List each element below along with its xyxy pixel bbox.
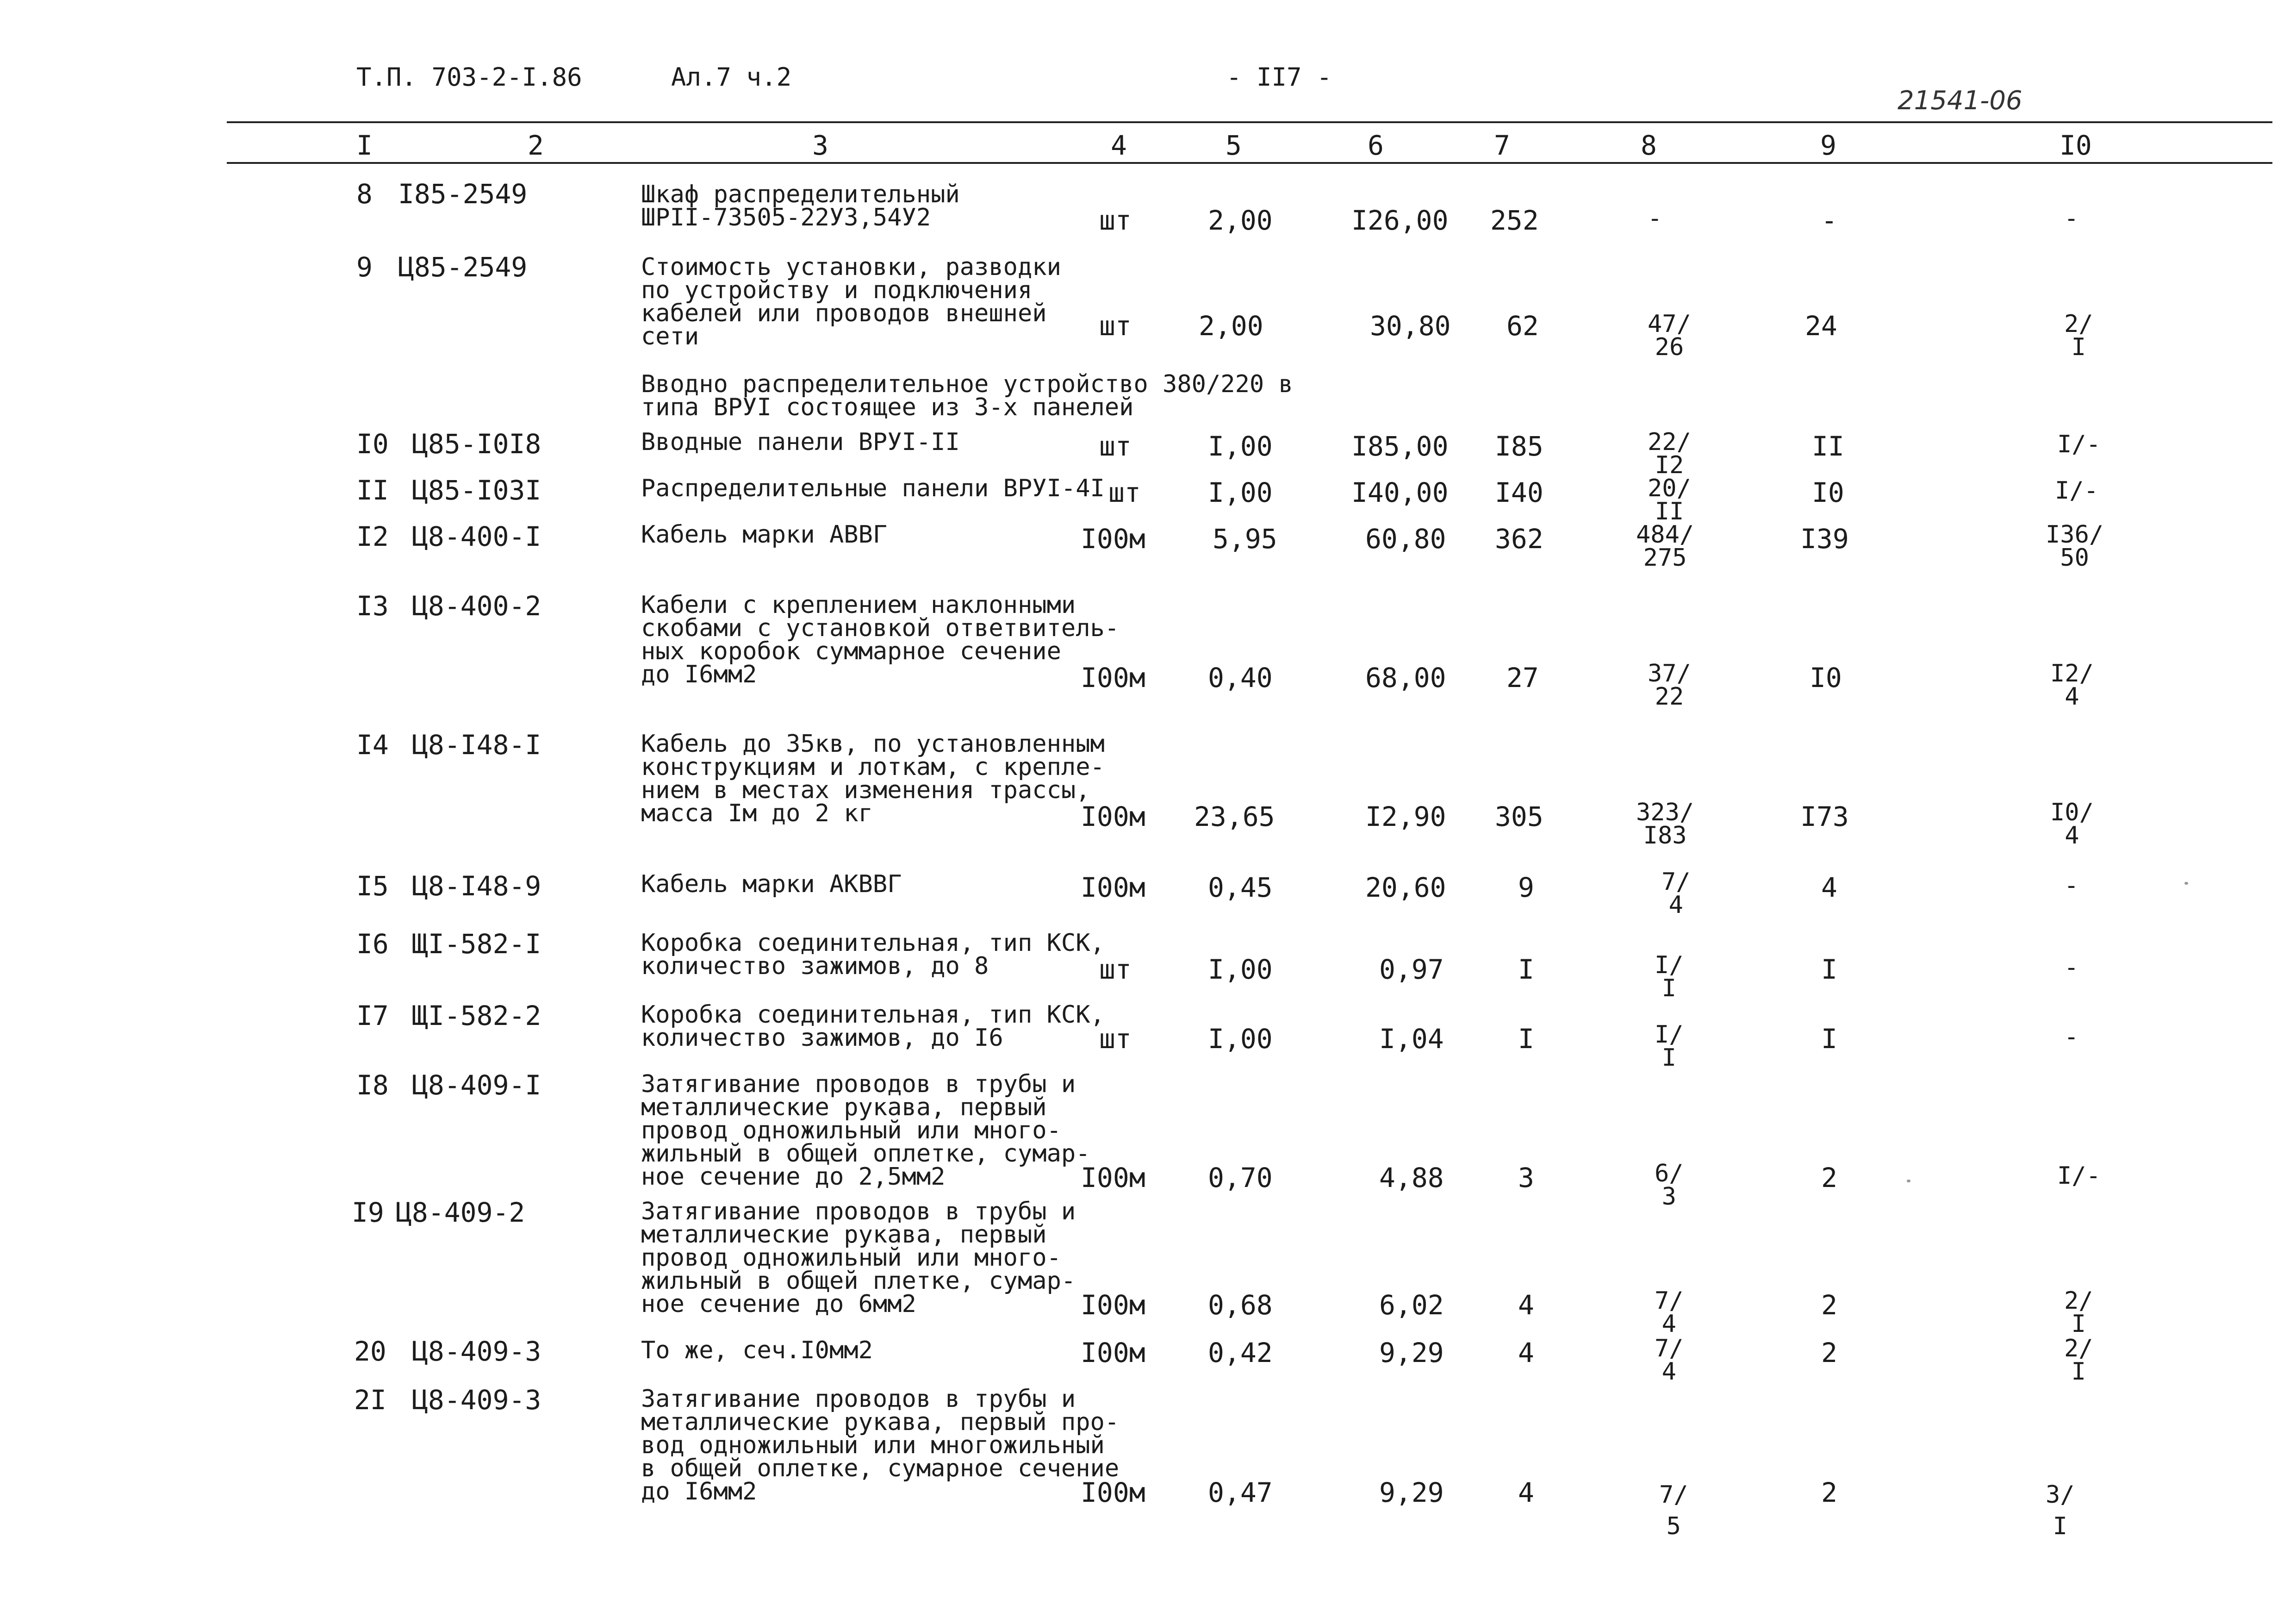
- unit: I00м: [1081, 662, 1145, 693]
- col10-value: I36/ 50: [2046, 521, 2104, 572]
- col8-value: 7/ 4: [1655, 1287, 1684, 1338]
- quantity: 2,00: [1199, 310, 1263, 342]
- column-header-9: 9: [1820, 130, 1836, 161]
- price-code: I85-2549: [398, 178, 528, 210]
- row-number: I8: [356, 1069, 389, 1101]
- total-cost: 4: [1518, 1477, 1534, 1508]
- price-code: Ц8-I48-I: [412, 729, 541, 761]
- col9-value: I: [1821, 1023, 1837, 1055]
- unit-price: 68,00: [1365, 662, 1446, 693]
- quantity: 0,68: [1208, 1289, 1273, 1321]
- price-code: Ц85-I03I: [412, 475, 541, 506]
- total-cost: 4: [1518, 1289, 1534, 1321]
- total-cost: 252: [1490, 205, 1539, 236]
- item-description: Коробка соединительная, тип КСК, количество зажимов, до 8: [641, 929, 1105, 980]
- item-description: Кабели с креплением наклонными скобами с установкой ответвитель- ных коробок суммарное сечение до I6мм2: [641, 591, 1120, 688]
- price-code: Ц85-2549: [398, 251, 528, 283]
- archive-stamp: 21541-06: [1898, 86, 2022, 116]
- col9-value: I39: [1800, 523, 1849, 555]
- price-code: ЩI-582-2: [412, 1000, 541, 1031]
- col8-value: 6/ 3: [1655, 1160, 1684, 1211]
- quantity: 0,40: [1208, 662, 1273, 693]
- row-number: I6: [356, 928, 389, 960]
- item-description: Кабель марки АКВВГ: [641, 870, 902, 898]
- col10-value: -: [2064, 1023, 2079, 1051]
- row-number: I4: [356, 729, 389, 761]
- col8-value: 22/ I2: [1648, 428, 1691, 479]
- unit: I00м: [1081, 1162, 1145, 1193]
- item-description: То же, сеч.I0мм2: [641, 1337, 873, 1364]
- col10-value: I2/ 4: [2050, 660, 2094, 711]
- row-number: I5: [356, 870, 389, 902]
- price-code: Ц8-409-2: [396, 1197, 525, 1228]
- col9-value: I0: [1812, 477, 1844, 508]
- unit: I00м: [1081, 1289, 1145, 1321]
- row-number: 9: [356, 251, 373, 283]
- col9-value: 24: [1805, 310, 1837, 342]
- unit: шт: [1099, 205, 1132, 236]
- item-description: Затягивание проводов в трубы и металлические рукава, первый про- вод одножильный или многожильный в общей оплетке, сумарное сечение до I6мм2: [641, 1385, 1120, 1505]
- document-code: Т.П. 703-2-I.86: [356, 62, 582, 92]
- item-description: Коробка соединительная, тип КСК, количество зажимов, до I6: [641, 1001, 1105, 1052]
- row-number: II: [356, 475, 389, 506]
- col9-value: II: [1812, 431, 1844, 462]
- column-header-5: 5: [1226, 130, 1242, 161]
- col8-value: 323/ I83: [1636, 799, 1694, 849]
- column-header-1: I: [356, 130, 373, 161]
- column-header-rule: [227, 162, 2272, 164]
- row-number: 2I: [354, 1384, 386, 1416]
- col10-value: 2/ I: [2064, 310, 2093, 361]
- item-description: Кабель марки АВВГ: [641, 521, 888, 549]
- col10-value: I0/ 4: [2050, 799, 2094, 849]
- column-header-7: 7: [1494, 130, 1510, 161]
- col8-value: 7/ 4: [1661, 868, 1691, 919]
- quantity: I,00: [1208, 477, 1273, 508]
- row-number: I3: [356, 590, 389, 622]
- col10-value: I/-: [2055, 477, 2098, 505]
- unit: I00м: [1081, 1337, 1145, 1368]
- column-header-10: I0: [2060, 130, 2092, 161]
- total-cost: 3: [1518, 1162, 1534, 1193]
- col10-value: 2/ I: [2064, 1335, 2093, 1386]
- column-header-2: 2: [528, 130, 544, 161]
- total-cost: I: [1518, 1023, 1534, 1055]
- quantity: 23,65: [1194, 801, 1275, 832]
- total-cost: 9: [1518, 872, 1534, 903]
- col8-value: 7/ 5: [1659, 1481, 1688, 1540]
- unit-price: I26,00: [1351, 205, 1449, 236]
- col9-value: 2: [1821, 1477, 1837, 1508]
- item-description: Затягивание проводов в трубы и металлические рукава, первый провод одножильный или много- жильный в общей оплетке, сумар- ное сечение до 2,5мм2: [641, 1070, 1090, 1191]
- unit-price: 60,80: [1365, 523, 1446, 555]
- item-description: Распределительные панели ВРУI-4I: [641, 475, 1105, 502]
- quantity: 2,00: [1208, 205, 1273, 236]
- price-code: Ц8-409-3: [412, 1384, 541, 1416]
- price-code: Ц8-400-I: [412, 521, 541, 552]
- col9-value: 2: [1821, 1289, 1837, 1321]
- row-number: I0: [356, 428, 389, 460]
- column-header-4: 4: [1111, 130, 1127, 161]
- unit-price: I2,90: [1365, 801, 1446, 832]
- top-rule: [227, 121, 2272, 123]
- section-description: Вводно распределительное устройство 380/220 в типа ВРУI состоящее из 3-х панелей: [641, 370, 1293, 421]
- item-description: Кабель до 35кв, по установленным конструкциям и лоткам, с крепле- нием в местах изменения трассы, масса Iм до 2 кг: [641, 730, 1105, 827]
- unit-price: 4,88: [1379, 1162, 1444, 1193]
- quantity: 0,70: [1208, 1162, 1273, 1193]
- price-code: Ц8-409-I: [412, 1069, 541, 1101]
- scan-speck: [2184, 882, 2188, 885]
- col10-value: I/-: [2057, 431, 2101, 458]
- col10-value: -: [2064, 205, 2079, 232]
- unit-price: 9,29: [1379, 1337, 1444, 1368]
- col8-value: I/ I: [1655, 951, 1684, 1002]
- col9-value: I0: [1810, 662, 1842, 693]
- col10-value: I/-: [2057, 1162, 2101, 1190]
- total-cost: 62: [1506, 310, 1539, 342]
- col9-value: 4: [1821, 872, 1837, 903]
- col9-value: 2: [1821, 1162, 1837, 1193]
- price-code: Ц8-I48-9: [412, 870, 541, 902]
- total-cost: 4: [1518, 1337, 1534, 1368]
- col8-value: 484/ 275: [1636, 521, 1694, 572]
- col9-value: I: [1821, 954, 1837, 985]
- row-number: I2: [356, 521, 389, 552]
- column-header-3: 3: [812, 130, 828, 161]
- total-cost: I: [1518, 954, 1534, 985]
- col8-value: 37/ 22: [1648, 660, 1691, 711]
- unit-price: I,04: [1379, 1023, 1444, 1055]
- col10-value: -: [2064, 954, 2079, 981]
- unit-price: 0,97: [1379, 954, 1444, 985]
- unit: I00м: [1081, 872, 1145, 903]
- unit: шт: [1099, 954, 1132, 985]
- unit-price: 6,02: [1379, 1289, 1444, 1321]
- quantity: I,00: [1208, 1023, 1273, 1055]
- item-description: Шкаф распределительный ШРII-73505-22У3,54У2: [641, 181, 960, 231]
- unit-price: 30,80: [1370, 310, 1451, 342]
- col9-value: I73: [1800, 801, 1849, 832]
- column-header-6: 6: [1368, 130, 1384, 161]
- item-description: Стоимость установки, разводки по устройству и подключения кабелей или проводов внешней сети: [641, 253, 1061, 350]
- scan-speck: [1907, 1180, 1910, 1182]
- unit: I00м: [1081, 801, 1145, 832]
- row-number: I9: [352, 1197, 384, 1228]
- price-code: Ц85-I0I8: [412, 428, 541, 460]
- col10-value: 2/ I: [2064, 1287, 2093, 1338]
- col9-value: -: [1821, 205, 1837, 236]
- total-cost: I85: [1495, 431, 1543, 462]
- page-number: - II7 -: [1226, 62, 1332, 92]
- col9-value: 2: [1821, 1337, 1837, 1368]
- col8-value: 47/ 26: [1648, 310, 1691, 361]
- unit: шт: [1099, 1023, 1132, 1055]
- unit: I00м: [1081, 1477, 1145, 1508]
- quantity: I,00: [1208, 954, 1273, 985]
- item-description: Затягивание проводов в трубы и металлические рукава, первый провод одножильный или много- жильный в общей плетке, сумар- ное сечение до 6мм2: [641, 1198, 1076, 1318]
- unit-price: I85,00: [1351, 431, 1449, 462]
- quantity: 0,47: [1208, 1477, 1273, 1508]
- total-cost: 27: [1506, 662, 1539, 693]
- quantity: 0,42: [1208, 1337, 1273, 1368]
- unit-price: 20,60: [1365, 872, 1446, 903]
- unit: шт: [1099, 310, 1132, 342]
- price-code: Ц8-409-3: [412, 1336, 541, 1367]
- col8-value: 20/ II: [1648, 475, 1691, 525]
- col8-value: I/ I: [1655, 1021, 1684, 1072]
- col8-value: 7/ 4: [1655, 1335, 1684, 1386]
- col8-value: -: [1648, 205, 1662, 232]
- price-code: ЩI-582-I: [412, 928, 541, 960]
- row-number: 20: [354, 1336, 386, 1367]
- total-cost: 362: [1495, 523, 1543, 555]
- item-description: Вводные панели ВРУI-II: [641, 428, 960, 456]
- quantity: I,00: [1208, 431, 1273, 462]
- quantity: 5,95: [1213, 523, 1277, 555]
- row-number: I7: [356, 1000, 389, 1031]
- unit: шт: [1108, 477, 1141, 508]
- unit-price: I40,00: [1351, 477, 1449, 508]
- price-code: Ц8-400-2: [412, 590, 541, 622]
- unit: I00м: [1081, 523, 1145, 555]
- column-header-8: 8: [1641, 130, 1657, 161]
- total-cost: I40: [1495, 477, 1543, 508]
- col10-value: 3/ I: [2046, 1481, 2075, 1540]
- row-number: 8: [356, 178, 373, 210]
- unit: шт: [1099, 431, 1132, 462]
- unit-price: 9,29: [1379, 1477, 1444, 1508]
- total-cost: 305: [1495, 801, 1543, 832]
- col10-value: -: [2064, 872, 2079, 899]
- album-reference: Ал.7 ч.2: [671, 62, 792, 92]
- quantity: 0,45: [1208, 872, 1273, 903]
